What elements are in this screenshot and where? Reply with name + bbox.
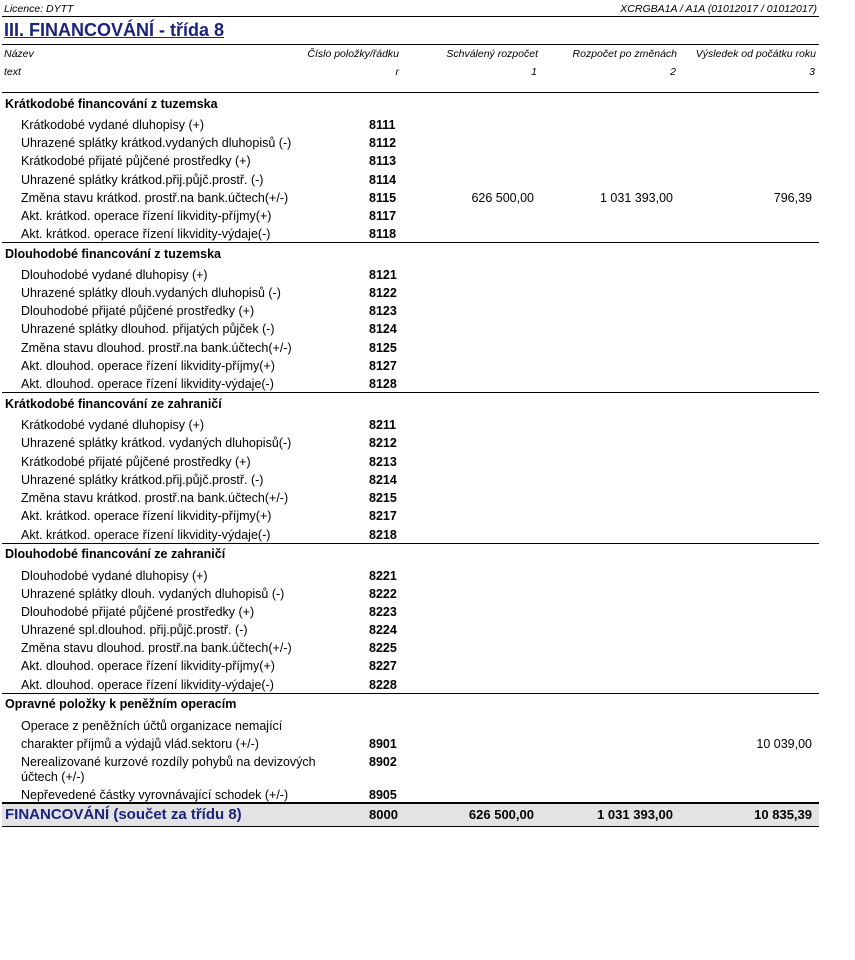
total-value-after-changes: 1 031 393,00 — [597, 807, 673, 822]
licence-text: Licence: DYTT — [4, 3, 74, 15]
row-label: Uhrazené splátky dlouh.vydaných dluhopisů (-) — [21, 286, 281, 300]
col-header-after-changes: Rozpočet po změnách — [572, 48, 677, 60]
row-label: Změna stavu dlouhod. prostř.na bank.účtech(+/-) — [21, 341, 292, 355]
row-label: Akt. krátkod. operace řízení likvidity-výdaje(-) — [21, 227, 271, 241]
row-value-approved: 626 500,00 — [471, 191, 534, 205]
row-code: 8228 — [369, 678, 397, 692]
col-header-code: Číslo položky/řádku — [307, 48, 399, 60]
row-label: Akt. dlouhod. operace řízení likvidity-výdaje(-) — [21, 377, 274, 391]
subheader-result: 3 — [809, 66, 815, 78]
row-code: 8117 — [369, 209, 397, 223]
row-label-line1: Nerealizované kurzové rozdíly pohybů na devizových — [21, 755, 316, 769]
row-code: 8217 — [369, 509, 397, 523]
section-title: Dlouhodobé financování z tuzemska — [5, 247, 221, 261]
subheader-name: text — [4, 66, 21, 78]
row-code: 8111 — [369, 118, 396, 132]
row-code: 8214 — [369, 473, 397, 487]
col-header-result: Výsledek od počátku roku — [695, 48, 816, 60]
row-code: 8125 — [369, 341, 397, 355]
row-value-result: 796,39 — [773, 191, 812, 205]
row-code: 8123 — [369, 304, 397, 318]
row-label: Dlouhodobé vydané dluhopisy (+) — [21, 268, 208, 282]
row-code: 8113 — [369, 154, 397, 168]
col-header-name: Název — [4, 48, 34, 60]
row-code: 8118 — [369, 227, 397, 241]
row-label: Akt. krátkod. operace řízení likvidity-příjmy(+) — [21, 209, 272, 223]
row-code: 8211 — [369, 418, 397, 432]
divider — [2, 16, 819, 17]
row-label: Uhrazené splátky krátkod.přij.půjč.prostř. (-) — [21, 473, 264, 487]
row-code: 8115 — [369, 191, 397, 205]
row-label: Krátkodobé vydané dluhopisy (+) — [21, 418, 205, 432]
row-label: Změna stavu krátkod. prostř.na bank.účtech(+/-) — [21, 191, 289, 205]
row-code: 8901 — [369, 737, 397, 751]
section-title: Opravné položky k peněžním operacím — [5, 697, 237, 711]
divider — [2, 92, 819, 93]
section-title: Krátkodobé financování z tuzemska — [5, 97, 218, 111]
row-label: Uhrazené spl.dlouhod. přij.půjč.prostř. (-) — [21, 623, 248, 637]
row-label: Dlouhodobé přijaté půjčené prostředky (+) — [21, 605, 255, 619]
report-code: XCRGBA1A / A1A (01012017 / 01012017) — [620, 3, 817, 15]
divider — [2, 693, 819, 694]
row-code: 8213 — [369, 455, 397, 469]
row-code: 8224 — [369, 623, 397, 637]
row-code: 8128 — [369, 377, 397, 391]
section-title: Krátkodobé financování ze zahraničí — [5, 397, 222, 411]
row-value-result: 10 039,00 — [756, 737, 812, 751]
row-code: 8127 — [369, 359, 397, 373]
row-label: Krátkodobé přijaté půjčené prostředky (+) — [21, 455, 251, 469]
row-label: Dlouhodobé vydané dluhopisy (+) — [21, 569, 208, 583]
total-value-approved: 626 500,00 — [468, 807, 534, 822]
row-label: Krátkodobé přijaté půjčené prostředky (+) — [21, 154, 251, 168]
row-label: Akt. dlouhod. operace řízení likvidity-příjmy(+) — [21, 359, 275, 373]
row-label: Uhrazené splátky krátkod.vydaných dluhopisů (-) — [21, 136, 292, 150]
divider — [2, 392, 819, 393]
divider — [2, 242, 819, 243]
row-code: 8222 — [369, 587, 397, 601]
page-title: III. FINANCOVÁNÍ - třída 8 — [4, 20, 225, 40]
row-code: 8218 — [369, 528, 397, 542]
row-label-line1: Operace z peněžních účtů organizace nemající — [21, 719, 283, 733]
row-label-line2: účtech (+/-) — [21, 770, 85, 784]
row-label: Dlouhodobé přijaté půjčené prostředky (+) — [21, 304, 255, 318]
col-header-approved: Schválený rozpočet — [446, 48, 538, 60]
row-label: Nepřevedené částky vyrovnávající schodek (+/-) — [21, 788, 289, 802]
row-code: 8124 — [369, 322, 397, 336]
subheader-after-changes: 2 — [670, 66, 676, 78]
total-label: FINANCOVÁNÍ (součet za třídu 8) — [5, 806, 242, 823]
row-label: Změna stavu krátkod. prostř.na bank.účtech(+/-) — [21, 491, 289, 505]
row-label: Změna stavu dlouhod. prostř.na bank.účtech(+/-) — [21, 641, 292, 655]
row-code: 8225 — [369, 641, 397, 655]
row-code: 8227 — [369, 659, 397, 673]
row-code: 8114 — [369, 173, 397, 187]
row-code: 8122 — [369, 286, 397, 300]
row-label: Uhrazené splátky krátkod. vydaných dluhopisů(-) — [21, 436, 292, 450]
row-value-after-changes: 1 031 393,00 — [600, 191, 673, 205]
row-code: 8215 — [369, 491, 397, 505]
row-label: Akt. krátkod. operace řízení likvidity-výdaje(-) — [21, 528, 271, 542]
row-code: 8902 — [369, 755, 397, 769]
row-label-line2: charakter příjmů a výdajů vlád.sektoru (+/-) — [21, 737, 259, 751]
row-label: Akt. dlouhod. operace řízení likvidity-výdaje(-) — [21, 678, 274, 692]
row-label: Akt. dlouhod. operace řízení likvidity-příjmy(+) — [21, 659, 275, 673]
row-label: Uhrazené splátky dlouh. vydaných dluhopisů (-) — [21, 587, 285, 601]
subheader-code: r — [395, 66, 399, 78]
row-code: 8212 — [369, 436, 397, 450]
row-code: 8221 — [369, 569, 397, 583]
row-label: Uhrazené splátky krátkod.přij.půjč.prostř. (-) — [21, 173, 264, 187]
row-code: 8905 — [369, 788, 397, 802]
row-code: 8121 — [369, 268, 397, 282]
total-code: 8000 — [369, 807, 398, 822]
row-code: 8112 — [369, 136, 397, 150]
divider — [2, 543, 819, 544]
subheader-approved: 1 — [531, 66, 537, 78]
row-label: Krátkodobé vydané dluhopisy (+) — [21, 118, 205, 132]
row-label: Akt. krátkod. operace řízení likvidity-příjmy(+) — [21, 509, 272, 523]
section-title: Dlouhodobé financování ze zahraničí — [5, 547, 226, 561]
divider — [2, 44, 819, 45]
row-code: 8223 — [369, 605, 397, 619]
row-label: Uhrazené splátky dlouhod. přijatých půjček (-) — [21, 322, 275, 336]
divider — [2, 826, 819, 827]
total-value-result: 10 835,39 — [754, 807, 812, 822]
